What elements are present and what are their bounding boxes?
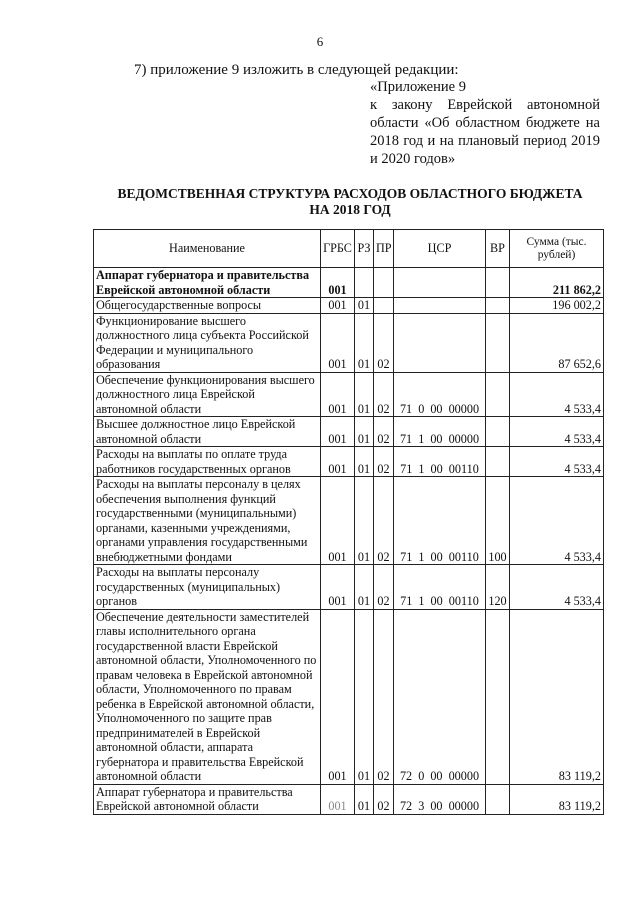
table-row xyxy=(94,372,604,417)
cell-grbs: 001 xyxy=(321,565,355,610)
cell-name: Обеспечение функционирования высшего должностного лица Еврейской автономной области xyxy=(94,372,321,417)
cell-name: Расходы на выплаты по оплате труда работников государственных органов xyxy=(94,447,321,477)
cell-csr: 72 0 00 00000 xyxy=(394,609,486,784)
cell-csr: 71 1 00 00110 xyxy=(394,477,486,565)
header-name: Наименование xyxy=(94,230,321,268)
cell-vr xyxy=(486,609,510,784)
cell-vr xyxy=(486,372,510,417)
budget-table xyxy=(93,229,604,815)
cell-pr: 02 xyxy=(374,784,394,814)
cell-pr: 02 xyxy=(374,417,394,447)
cell-pr: 02 xyxy=(374,609,394,784)
cell-name: Расходы на выплаты персоналу в целях обеспечения выполнения функций государственными (муниципальными) органами, казенными учреждениями, органами управления государственными внебюджетными фондами xyxy=(94,477,321,565)
cell-name: Функционирование высшего должностного лица субъекта Российской Федерации и муниципального образования xyxy=(94,313,321,372)
cell-vr xyxy=(486,268,510,298)
cell-name: Аппарат губернатора и правительства Еврейской автономной области xyxy=(94,268,321,298)
document-title-line-1: ВЕДОМСТВЕННАЯ СТРУКТУРА РАСХОДОВ ОБЛАСТНОГО БЮДЖЕТА xyxy=(117,186,583,201)
cell-csr: 71 1 00 00110 xyxy=(394,447,486,477)
cell-rz: 01 xyxy=(355,298,374,314)
table-row xyxy=(94,417,604,447)
page-number: 6 xyxy=(316,34,324,49)
intro-line: 7) приложение 9 изложить в следующей редакции: xyxy=(134,62,459,78)
table-row xyxy=(94,268,604,298)
cell-rz: 01 xyxy=(355,609,374,784)
cell-vr: 100 xyxy=(486,477,510,565)
header-csr: ЦСР xyxy=(394,230,486,268)
cell-sum: 83 119,2 xyxy=(510,609,604,784)
document-title xyxy=(60,186,640,218)
cell-rz xyxy=(355,268,374,298)
cell-name: Расходы на выплаты персоналу государственных (муниципальных) органов xyxy=(94,565,321,610)
cell-sum: 4 533,4 xyxy=(510,447,604,477)
cell-grbs: 001 xyxy=(321,372,355,417)
header-grbs: ГРБС xyxy=(321,230,355,268)
table-header-row xyxy=(94,230,604,268)
header-pr: ПР xyxy=(374,230,394,268)
cell-csr: 71 0 00 00000 xyxy=(394,372,486,417)
table-row xyxy=(94,784,604,814)
cell-grbs: 001 xyxy=(321,417,355,447)
cell-csr: 71 1 00 00000 xyxy=(394,417,486,447)
cell-grbs: 001 xyxy=(321,784,355,814)
cell-csr xyxy=(394,268,486,298)
cell-pr xyxy=(374,298,394,314)
cell-grbs: 001 xyxy=(321,609,355,784)
cell-vr xyxy=(486,417,510,447)
cell-vr xyxy=(486,784,510,814)
cell-rz: 01 xyxy=(355,417,374,447)
cell-sum: 211 862,2 xyxy=(510,268,604,298)
cell-name: Аппарат губернатора и правительства Еврейской автономной области xyxy=(94,784,321,814)
cell-vr xyxy=(486,447,510,477)
cell-rz: 01 xyxy=(355,477,374,565)
cell-csr xyxy=(394,298,486,314)
cell-pr: 02 xyxy=(374,447,394,477)
cell-csr: 71 1 00 00110 xyxy=(394,565,486,610)
table-row xyxy=(94,313,604,372)
cell-grbs: 001 xyxy=(321,313,355,372)
annex-text: к закону Еврейской автономной области «Об областном бюджете на 2018 год и на плановый период 2019 и 2020 годов» xyxy=(370,97,600,167)
cell-csr xyxy=(394,313,486,372)
cell-pr xyxy=(374,268,394,298)
cell-grbs: 001 xyxy=(321,268,355,298)
cell-sum: 4 533,4 xyxy=(510,565,604,610)
table-row xyxy=(94,565,604,610)
cell-grbs: 001 xyxy=(321,298,355,314)
table-row xyxy=(94,609,604,784)
cell-name: Высшее должностное лицо Еврейской автономной области xyxy=(94,417,321,447)
cell-rz: 01 xyxy=(355,313,374,372)
table-row xyxy=(94,447,604,477)
header-sum: Сумма (тыс. рублей) xyxy=(510,230,604,268)
cell-grbs: 001 xyxy=(321,447,355,477)
table-row xyxy=(94,298,604,314)
annex-title: «Приложение 9 xyxy=(370,79,466,95)
cell-pr: 02 xyxy=(374,313,394,372)
table-row xyxy=(94,477,604,565)
cell-sum: 87 652,6 xyxy=(510,313,604,372)
cell-sum: 4 533,4 xyxy=(510,417,604,447)
cell-rz: 01 xyxy=(355,784,374,814)
header-rz: РЗ xyxy=(355,230,374,268)
cell-rz: 01 xyxy=(355,447,374,477)
cell-pr: 02 xyxy=(374,372,394,417)
cell-rz: 01 xyxy=(355,372,374,417)
cell-sum: 4 533,4 xyxy=(510,372,604,417)
header-vr: ВР xyxy=(486,230,510,268)
cell-vr: 120 xyxy=(486,565,510,610)
cell-pr: 02 xyxy=(374,565,394,610)
annex-block xyxy=(370,78,600,168)
cell-csr: 72 3 00 00000 xyxy=(394,784,486,814)
cell-vr xyxy=(486,313,510,372)
cell-pr: 02 xyxy=(374,477,394,565)
cell-sum: 83 119,2 xyxy=(510,784,604,814)
document-title-line-2: НА 2018 ГОД xyxy=(309,202,391,217)
cell-sum: 196 002,2 xyxy=(510,298,604,314)
cell-sum: 4 533,4 xyxy=(510,477,604,565)
cell-name: Общегосударственные вопросы xyxy=(94,298,321,314)
cell-rz: 01 xyxy=(355,565,374,610)
cell-vr xyxy=(486,298,510,314)
cell-name: Обеспечение деятельности заместителей главы исполнительного органа государственной власти Еврейской автономной области, Уполномоченного по правам человека в Еврейской автономной области, Уполномоченного по правам ребенка в Еврейской автономной области, Уполномоченного по защите прав предпринимателей в Еврейской автономной области, аппарата губернатора и правительства Еврейской автономной области xyxy=(94,609,321,784)
cell-grbs: 001 xyxy=(321,477,355,565)
